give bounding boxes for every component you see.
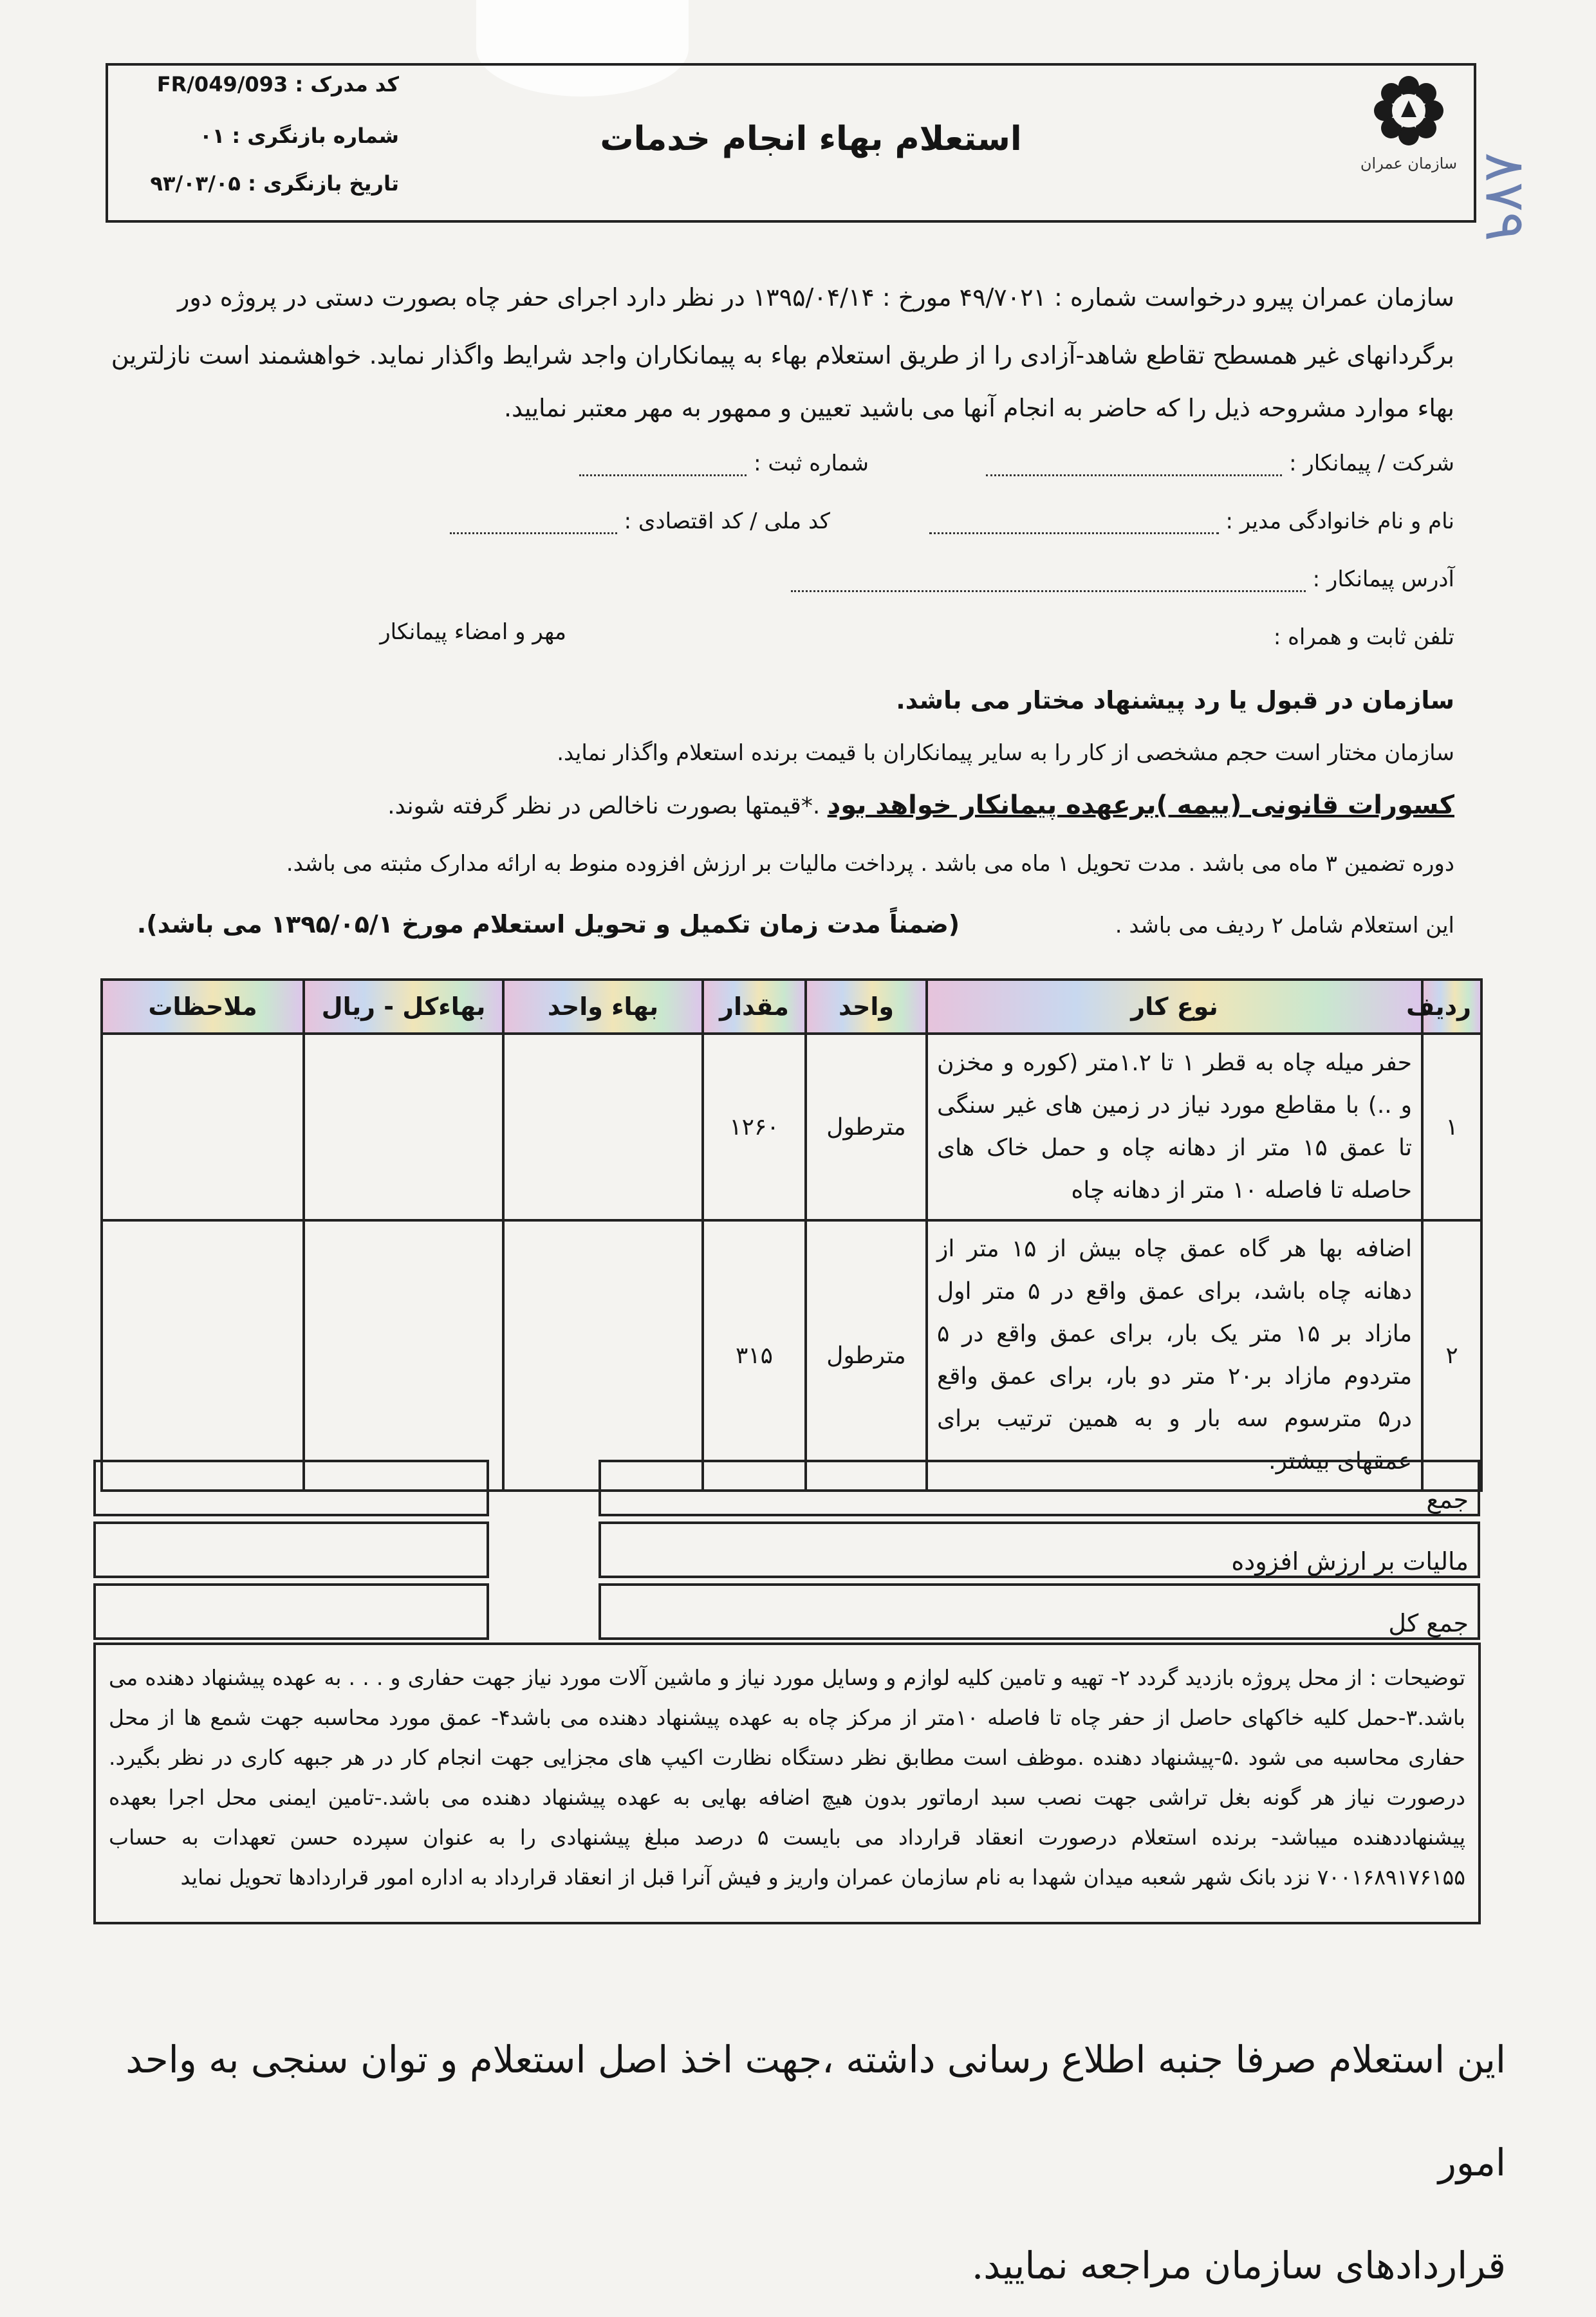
deadline-text: (ضمناً مدت زمان تکمیل و تحویل استعلام مورخ ۱۳۹۵/۰۵/۱ می باشد). — [136, 910, 960, 938]
bottom-note-line-2: قراردادهای سازمان مراجعه نمایید. — [971, 2244, 1506, 2287]
table-row — [102, 1034, 1481, 1220]
header-unit: واحد — [806, 980, 927, 1034]
stamp-label: مهر و امضاء پیمانکار — [380, 619, 566, 645]
unit-cell: مترطول — [806, 1034, 927, 1220]
grand-total-value-box[interactable] — [93, 1583, 489, 1640]
sum-value-box[interactable] — [93, 1460, 489, 1516]
national-id-label: کد ملی / کد اقتصادی : — [624, 508, 830, 534]
remarks-cell[interactable] — [102, 1220, 304, 1491]
unit-price-cell[interactable] — [503, 1220, 703, 1491]
total-price-cell[interactable] — [304, 1220, 503, 1491]
unit-cell: مترطول — [806, 1220, 927, 1491]
vat-value-box[interactable] — [93, 1521, 489, 1578]
address-field[interactable] — [791, 566, 1454, 592]
bottom-note-line-1: این استعلام صرفا جنبه اطلاع رسانی داشته ،جهت اخذ اصل استعلام و توان سنجی به واحد امور — [125, 2038, 1506, 2184]
bottom-note — [84, 2008, 1506, 2317]
rows-info-line — [137, 910, 1454, 938]
address-input-line[interactable] — [791, 572, 1306, 592]
total-price-cell[interactable] — [304, 1034, 503, 1220]
company-label: شرکت / پیمانکار : — [1289, 451, 1454, 476]
manager-label: نام و نام خانوادگی مدیر : — [1225, 508, 1454, 534]
registration-field[interactable] — [579, 451, 869, 476]
work-description: اضافه بها هر گاه عمق چاه بیش از ۱۵ متر از دهانه چاه باشد، برای عمق واقع در ۵ متر اول مازاد بر ۱۵ متر یک بار، برای عمق واقع در ۵ متردوم مازاد بر۲۰ متر دو بار، برای عمق واقع در۵ مترسوم سه بار و به همین ترتیب برای عمقهای بیشتر. — [927, 1220, 1422, 1491]
header-quantity: مقدار — [703, 980, 806, 1034]
company-input-line[interactable] — [986, 456, 1282, 476]
header-unit-price: بهاء واحد — [503, 980, 703, 1034]
grand-total-label: جمع کل — [598, 1583, 1480, 1640]
vat-label: مالیات بر ارزش افزوده — [598, 1521, 1480, 1578]
manager-field[interactable] — [929, 508, 1454, 534]
flower-logo-icon — [1370, 72, 1447, 149]
page-title: استعلام بهاء انجام خدمات — [600, 120, 1022, 158]
registration-input-line[interactable] — [579, 456, 747, 476]
table-row — [102, 1220, 1481, 1491]
work-description: حفر میله چاه به قطر ۱ تا ۱.۲متر (کوره و مخزن و ..) با مقاطع مورد نیاز در زمین های غیر سنگی تا عمق ۱۵ متر از دهانه چاه و حمل خاک های حاصله تا فاصله ۱۰ متر از دهانه چاه — [927, 1034, 1422, 1220]
remarks-cell[interactable] — [102, 1034, 304, 1220]
address-label: آدرس پیمانکار : — [1312, 566, 1454, 592]
national-id-input-line[interactable] — [450, 514, 617, 534]
company-field[interactable] — [986, 451, 1454, 476]
quantity-cell: ۳۱۵ — [703, 1220, 806, 1491]
registration-label: شماره ثبت : — [754, 451, 869, 476]
organization-logo — [1354, 72, 1463, 201]
unit-price-cell[interactable] — [503, 1034, 703, 1220]
national-id-field[interactable] — [450, 508, 830, 534]
phone-label: تلفن ثابت و همراه : — [1273, 624, 1454, 650]
header-remarks: ملاحظات — [102, 980, 304, 1034]
deductions-rest: .*قیمتها بصورت ناخالص در نظر گرفته شوند. — [387, 793, 828, 819]
header-work-type: نوع کار — [927, 980, 1422, 1034]
intro-line-3: بهاء موارد مشروحه ذیل را که حاضر به انجام آنها می باشید تعیین و ممهور به مهر معتبر نمایید. — [503, 394, 1454, 422]
volume-notice: سازمان مختار است حجم مشخصی از کار را به سایر پیمانکاران با قیمت برنده استعلام واگذار نماید. — [557, 740, 1454, 766]
terms-line: دوره تضمین ۳ ماه می باشد . مدت تحویل ۱ ماه می باشد . پرداخت مالیات بر ارزش افزوده منوط به ارائه مدارک مثبته می باشد. — [286, 851, 1454, 877]
rows-count-text: این استعلام شامل ۲ ردیف می باشد . — [1115, 913, 1454, 938]
revision-date: تاریخ بازنگری : ۹۳/۰۳/۰۵ — [150, 171, 399, 196]
row-number: ۲ — [1422, 1220, 1481, 1491]
handwritten-side-note: ۸۷۹ — [1472, 152, 1537, 242]
logo-caption: سازمان عمران — [1360, 154, 1458, 172]
row-number: ۱ — [1422, 1034, 1481, 1220]
intro-line-2: برگردانهای غیر همسطح تقاطع شاهد-آزادی را از طریق استعلام بهاء به پیمانکاران واجد شرایط واگذار نماید. خواهشمند است نازلترین — [111, 341, 1454, 369]
items-table — [100, 978, 1483, 1492]
intro-line-1: سازمان عمران پیرو درخواست شماره : ۴۹/۷۰۲۱ مورخ : ۱۳۹۵/۰۴/۱۴ در نظر دارد اجرای حفر چاه بصورت دستی در پروژه دور — [178, 283, 1454, 312]
deductions-bold: کسورات قانونی (بیمه )برعهده پیمانکار خواهد بود — [827, 790, 1454, 820]
document-code: کد مدرک : FR/049/093 — [156, 72, 399, 97]
table-header-row — [102, 980, 1481, 1034]
deductions-notice — [387, 790, 1454, 820]
quantity-cell: ۱۲۶۰ — [703, 1034, 806, 1220]
notes-text: توضیحات : از محل پروژه بازدید گردد ۲- تهیه و تامین کلیه لوازم و وسایل مورد نیاز و ماشین آلات مورد نیاز جهت حفاری و . . . به عهده پیشنهاد دهنده می باشد.۳-حمل کلیه خاکهای حاصل از حفر چاه تا فاصله ۱۰متر از مرکز چاه به عهده پیشنهاد دهنده می باشد۴- عمق مورد محاسبه جهت شمع ها از محل حفاری محاسبه می شود .۵-پیشنهاد دهنده .موظف است مطابق نظر دستگاه نظارت اکیپ های مجزایی جهت انجام کار در هر جبهه کاری در نظر بگیرد. درصورت نیاز هر گونه بغل تراشی جهت نصب سبد ارماتور بدون هیچ اضافه بهایی به عهده پیشنهاد دهنده می باشد.-تامین ایمنی محل اجرا بعهده پیشنهاددهنده میباشد- برنده استعلام درصورت انعقاد قرارداد می بایست ۵ درصد مبلغ پیشنهادی را به عنوان سپرده حسن تعهدات به حساب ۷۰۰۱۶۸۹۱۷۶۱۵۵ نزد بانک شهر شعبه میدان شهدا به نام سازمان عمران واریز و فیش آنرا قبل از انعقاد قرارداد به اداره امور قراردادها تحویل نماید — [109, 1665, 1466, 1890]
acceptance-notice: سازمان در قبول یا رد پیشنهاد مختار می باشد. — [896, 686, 1454, 714]
notes-box — [93, 1642, 1481, 1924]
header-row-number: ردیف — [1422, 980, 1481, 1034]
manager-input-line[interactable] — [929, 514, 1219, 534]
revision-number: شماره بازنگری : ۰۱ — [200, 124, 399, 148]
sum-label: جمع — [598, 1460, 1480, 1516]
header-total-price: بهاءکل - ریال — [304, 980, 503, 1034]
phone-field[interactable] — [1274, 624, 1454, 650]
